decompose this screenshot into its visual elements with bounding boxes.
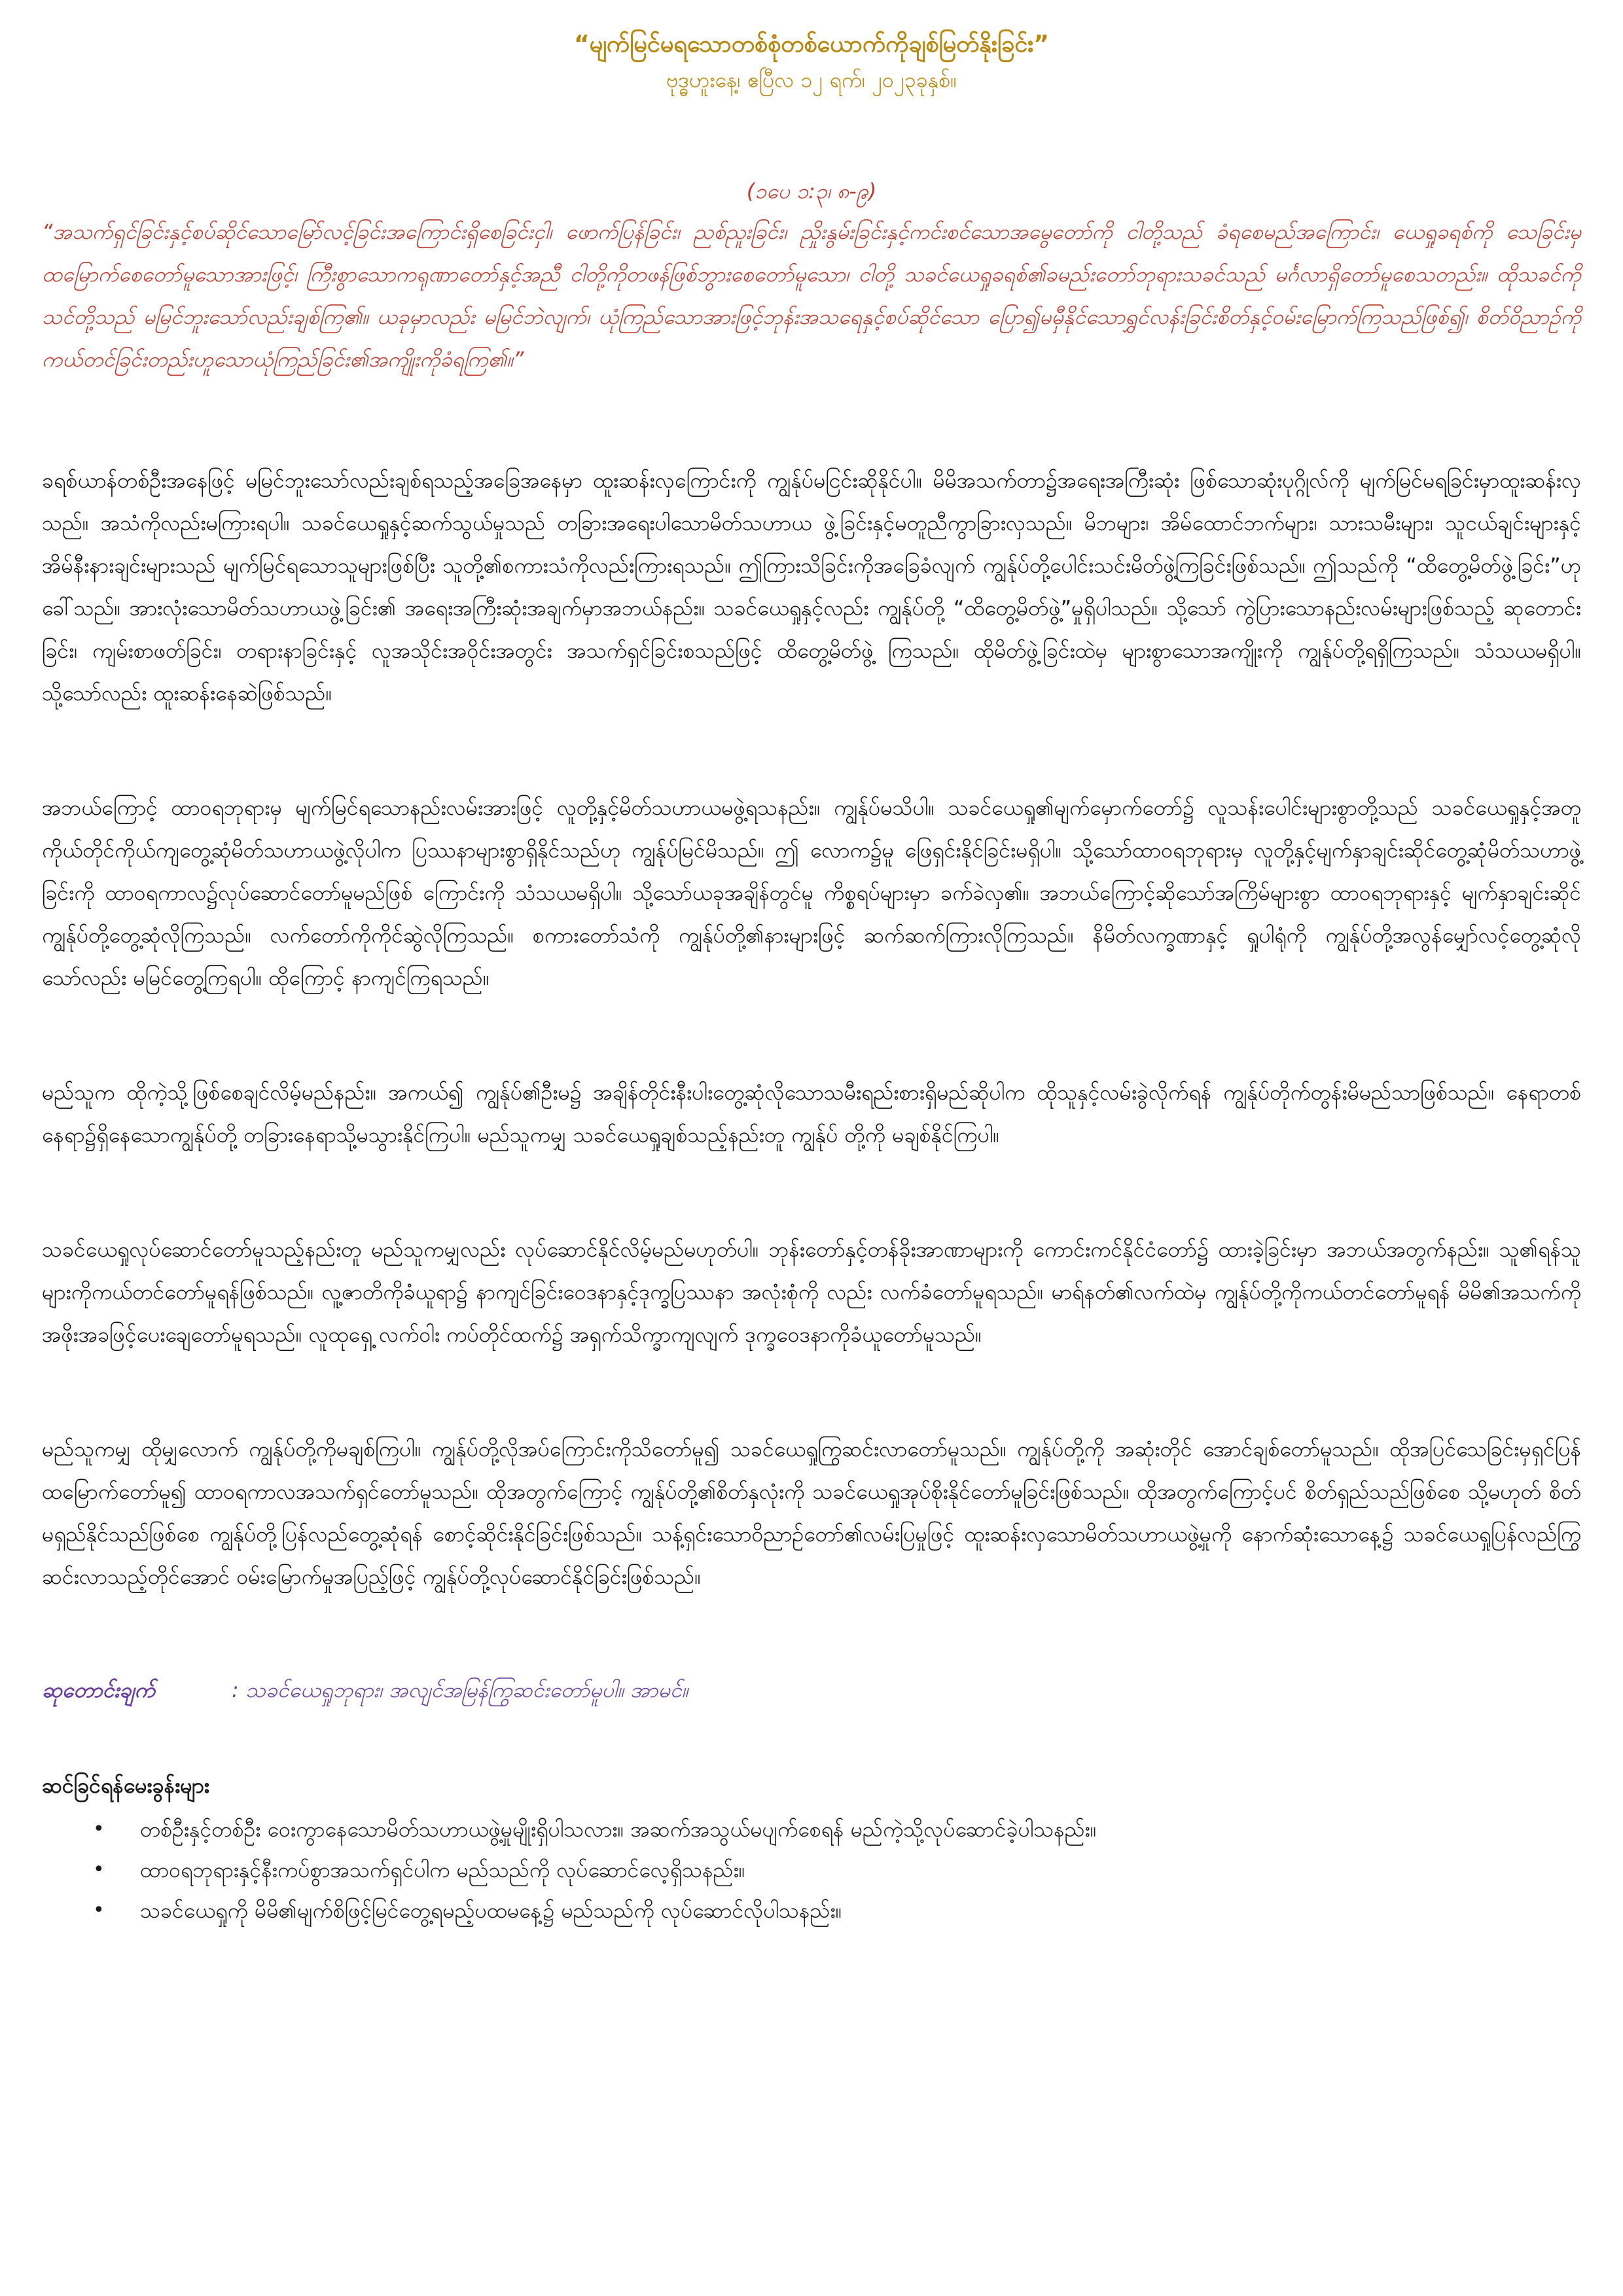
bullet-icon: • (93, 1818, 105, 1840)
questions-list (42, 1809, 1581, 1931)
prayer-text: : သခင်ယေရှုဘုရား၊ အလျင်အမြန်ကြွဆင်းတော်မူပါ။ အာမင်။ (232, 1677, 688, 1702)
reflection-questions (42, 1767, 1581, 1931)
body-paragraph-1: ခရစ်ယာန်တစ်ဦးအနေဖြင့် မမြင်ဘူးသော်လည်းချစ်ရသည့်အခြေအနေမှာ ထူးဆန်းလှကြောင်းကို ကျွန်ုပ်မငြင်းဆိုနိုင်ပါ။ မိမိအသက်တာ၌အရေးအကြီးဆုံး ဖြစ်သောဆုံးပုဂ္ဂိုလ်ကို မျက်မြင်မရခြင်းမှာထူးဆန်းလှသည်။ အသံကိုလည်းမကြားရပါ။ သခင်ယေရှုနှင့်ဆက်သွယ်မှုသည် တခြားအရေးပါသောမိတ်သဟာယ ဖွဲ့ခြင်းနှင့်မတူညီကွာခြားလှသည်။ မိဘများ၊ အိမ်ထောင်ဘက်များ၊ သားသမီးများ၊ သူငယ်ချင်းများနှင့် အိမ်နီးနားချင်းများသည် မျက်မြင်ရသောသူများဖြစ်ပြီး သူတို့၏စကားသံကိုလည်းကြားရသည်။ ဤကြားသိခြင်းကိုအခြေခံလျက် ကျွန်ုပ်တို့ပေါင်းသင်းမိတ်ဖွဲ့ကြခြင်းဖြစ်သည်။ ဤသည်ကို “ထိတွေ့မိတ်ဖွဲ့ခြင်း”ဟု ခေါ်သည်။ အားလုံးသောမိတ်သဟာယဖွဲ့ခြင်း၏ အရေးအကြီးဆုံးအချက်မှာအဘယ်နည်း။ သခင်ယေရှုနှင့်လည်း ကျွန်ုပ်တို့ “ထိတွေ့မိတ်ဖွဲ့”မှုရှိပါသည်။ သို့သော် ကွဲပြားသောနည်းလမ်းများဖြစ်သည့် ဆုတောင်းခြင်း၊ ကျမ်းစာဖတ်ခြင်း၊ တရားနာခြင်းနှင့် လူအသိုင်းအဝိုင်းအတွင်း အသက်ရှင်ခြင်းစသည်ဖြင့် ထိတွေ့မိတ်ဖွဲ့ ကြသည်။ ထိုမိတ်ဖွဲ့ခြင်းထဲမှ များစွာသောအကျိုးကို ကျွန်ုပ်တို့ရရှိကြသည်။ သံသယမရှိပါ။ သို့သော်လည်း ထူးဆန်းနေဆဲဖြစ်သည်။ (42, 468, 1581, 706)
body-paragraph-5: မည်သူကမျှ ထိုမျှလောက် ကျွန်ုပ်တို့ကိုမချစ်ကြပါ။ ကျွန်ုပ်တို့လိုအပ်ကြောင်းကိုသိတော်မူ၍ သခင်ယေရှုကြွဆင်းလာတော်မူသည်။ ကျွန်ုပ်တို့ကို အဆုံးတိုင် အောင်ချစ်တော်မူသည်။ ထိုအပြင်သေခြင်းမှရှင်ပြန်ထမြောက်တော်မူ၍ ထာဝရကာလအသက်ရှင်တော်မူသည်။ ထိုအတွက်ကြောင့် ကျွန်ုပ်တို့၏စိတ်နှလုံးကို သခင်ယေရှုအုပ်စိုးနိုင်တော်မူခြင်းဖြစ်သည်။ ထိုအတွက်ကြောင့်ပင် စိတ်ရှည်သည်ဖြစ်စေ သို့မဟုတ် စိတ်မရှည်နိုင်သည်ဖြစ်စေ ကျွန်ုပ်တို့ပြန်လည်တွေ့ဆုံရန် စောင့်ဆိုင်းနိုင်ခြင်းဖြစ်သည်။ သန့်ရှင်းသောဝိညာဉ်တော်၏လမ်းပြမှုဖြင့် ထူးဆန်းလှသောမိတ်သဟာယဖွဲ့မှုကို နောက်ဆုံးသောနေ့၌ သခင်ယေရှုပြန်လည်ကြွ ဆင်းလာသည့်တိုင်အောင် ဝမ်းမြောက်မှုအပြည့်ဖြင့် ကျွန်ုပ်တို့လုပ်ဆောင်နိုင်ခြင်းဖြစ်သည်။ (42, 1437, 1581, 1589)
body-paragraph-4: သခင်ယေရှုလုပ်ဆောင်တော်မူသည့်နည်းတူ မည်သူကမျှလည်း လုပ်ဆောင်နိုင်လိမ့်မည်မဟုတ်ပါ။ ဘုန်းတော်နှင့်တန်ခိုးအာဏာများကို ကောင်းကင်နိုင်ငံတော်၌ ထားခဲ့ခြင်းမှာ အဘယ်အတွက်နည်း။ သူ၏ရန်သူများကိုကယ်တင်တော်မူရန်ဖြစ်သည်။ လူ့ဇာတိကိုခံယူရာ၌ နာကျင်ခြင်းဝေဒနာနှင့်ဒုက္ခပြဿနာ အလုံးစုံကို လည်း လက်ခံတော်မူရသည်။ မာရ်နတ်၏လက်ထဲမှ ကျွန်ုပ်တို့ကိုကယ်တင်တော်မူရန် မိမိ၏အသက်ကို အဖိုးအခဖြင့်ပေးချေတော်မူရသည်။ လူထုရှေ့ လက်ဝါး ကပ်တိုင်ထက်၌ အရှက်သိက္ခာကျလျက် ဒုက္ခဝေဒနာကိုခံယူတော်မူသည်။ (42, 1237, 1581, 1347)
question-item (42, 1809, 1581, 1850)
body-paragraph-2: အဘယ်ကြောင့် ထာဝရဘုရားမှ မျက်မြင်ရသောနည်းလမ်းအားဖြင့် လူတို့နှင့်မိတ်သဟာယမဖွဲ့ရသနည်း။ ကျွန်ုပ်မသိပါ။ သခင်ယေရှု၏မျက်မှောက်တော်၌ လူသန်းပေါင်းများစွာတို့သည် သခင်ယေရှုနှင့်အတူ ကိုယ်တိုင်ကိုယ်ကျတွေ့ဆုံမိတ်သဟာယဖွဲ့လိုပါက ပြဿနာများစွာရှိနိုင်သည်ဟု ကျွန်ုပ်မြင်မိသည်။ ဤ လောက၌မူ ဖြေရှင်းနိုင်ခြင်းမရှိပါ။ သို့သော်ထာဝရဘုရားမှ လူတို့နှင့်မျက်နှာချင်းဆိုင်တွေ့ဆုံမိတ်သဟာဖွဲ့ခြင်းကို ထာဝရကာလ၌လုပ်ဆောင်တော်မူမည်ဖြစ် ကြောင်းကို သံသယမရှိပါ။ သို့သော်ယခုအချိန်တွင်မူ ကိစ္စရပ်များမှာ ခက်ခဲလှ၏။ အဘယ်ကြောင့်ဆိုသော်အကြိမ်များစွာ ထာဝရဘုရားနှင့် မျက်နှာချင်းဆိုင် ကျွန်ုပ်တို့တွေ့ဆုံလိုကြသည်။ လက်တော်ကိုကိုင်ဆွဲလိုကြသည်။ စကားတော်သံကို ကျွန်ုပ်တို့၏နားများဖြင့် ဆက်ဆက်ကြားလိုကြသည်။ နိမိတ်လက္ခဏာနှင့် ရှုပါရုံကို ကျွန်ုပ်တို့အလွန်မျှော်လင့်တွေ့ဆုံလိုသော်လည်း မမြင်တွေ့ကြရပါ။ ထိုကြောင့် နာကျင်ကြရသည်။ (42, 795, 1581, 990)
question-item (42, 1850, 1581, 1890)
bullet-icon: • (93, 1858, 105, 1881)
questions-heading: ဆင်ခြင်ရန်မေးခွန်းများ (42, 1773, 209, 1798)
prayer-label: ဆုတောင်းချက် (42, 1677, 155, 1702)
question-item (42, 1890, 1581, 1931)
scripture-reference: (၁ပေ ၁:၃၊ ၈-၉) (746, 179, 877, 204)
bullet-icon: • (93, 1899, 105, 1922)
page-date: ဗုဒ္ဓဟူးနေ့၊ ဧပြီလ ၁၂ ရက်၊ ၂၀၂၃ခုနှစ်။ (666, 67, 957, 92)
prayer-line (42, 1670, 1581, 1710)
question-text: သခင်ယေရှုကို မိမိ၏မျက်စိဖြင့်မြင်တွေ့ရမည့်ပထမနေ့၌ မည်သည်ကို လုပ်ဆောင်လိုပါသနည်း။ (140, 1898, 842, 1923)
body-paragraph-3: မည်သူက ထိုကဲ့သို့ဖြစ်စေချင်လိမ့်မည်နည်း။ အကယ်၍ ကျွန်ုပ်၏ဦးမ၌ အချိန်တိုင်းနီးပါးတွေ့ဆုံလိုသောသမီးရည်းစားရှိမည်ဆိုပါက ထိုသူနှင့်လမ်းခွဲလိုက်ရန် ကျွန်ုပ်တိုက်တွန်းမိမည်သာဖြစ်သည်။ နေရာတစ်နေရာ၌ရှိနေသောကျွန်ုပ်တို့ တခြားနေရာသို့မသွားနိုင်ကြပါ။ မည်သူကမျှ သခင်ယေရှုချစ်သည့်နည်းတူ ကျွန်ုပ် တို့ကို မချစ်နိုင်ကြပါ။ (42, 1080, 1581, 1147)
question-text: ထာဝရဘုရားနှင့်နီးကပ်စွာအသက်ရှင်ပါက မည်သည်ကို လုပ်ဆောင်လေ့ရှိသနည်း။ (140, 1857, 745, 1882)
scripture-text: “အသက်ရှင်ခြင်းနှင့်စပ်ဆိုင်သောမြော်လင့်ခြင်းအကြောင်းရှိစေခြင်းငှါ၊ ဖောက်ပြန်ခြင်း၊ ညစ်ညူးခြင်း၊ ညှိုးနွမ်းခြင်းနှင့်ကင်းစင်သောအမွေတော်ကို ငါတို့သည် ခံရစေမည်အကြောင်း၊ ယေရှုခရစ်ကို သေခြင်းမှထမြောက်စေတော်မူသောအားဖြင့်၊ ကြီးစွာသောကရုဏာတော်နှင့်အညီ ငါတို့ကိုတဖန်ဖြစ်ဘွားစေတော်မူသော၊ ငါတို့ သခင်ယေရှုခရစ်၏ခမည်းတော်ဘုရားသခင်သည် မင်္ဂလာရှိတော်မူစေသတည်း။ ထိုသခင်ကို သင်တို့သည် မမြင်ဘူးသော်လည်းချစ်ကြ၏။ ယခုမှာလည်း မမြင်ဘဲလျက်၊ ယုံကြည်သောအားဖြင့်ဘုန်းအသရေနှင့်စပ်ဆိုင်သော ပြော၍မမှီနိုင်သောရွှင်လန်းခြင်းစိတ်နှင့်ဝမ်းမြောက်ကြသည်ဖြစ်၍၊ စိတ်ဝိညာဉ်ကို ကယ်တင်ခြင်းတည်းဟူသောယုံကြည်ခြင်း၏အကျိုးကိုခံရကြ၏။” (42, 219, 1581, 372)
page-title: “မျက်မြင်မရသောတစ်စုံတစ်ယောက်ကိုချစ်မြတ်နိုးခြင်း” (574, 31, 1049, 58)
question-text: တစ်ဦးနှင့်တစ်ဦး ဝေးကွာနေသောမိတ်သဟာယဖွဲ့မှုမျိုးရှိပါသလား။ အဆက်အသွယ်မပျက်စေရန် မည်ကဲ့သို့လုပ်ဆောင်ခဲ့ပါသနည်း။ (140, 1817, 1097, 1842)
